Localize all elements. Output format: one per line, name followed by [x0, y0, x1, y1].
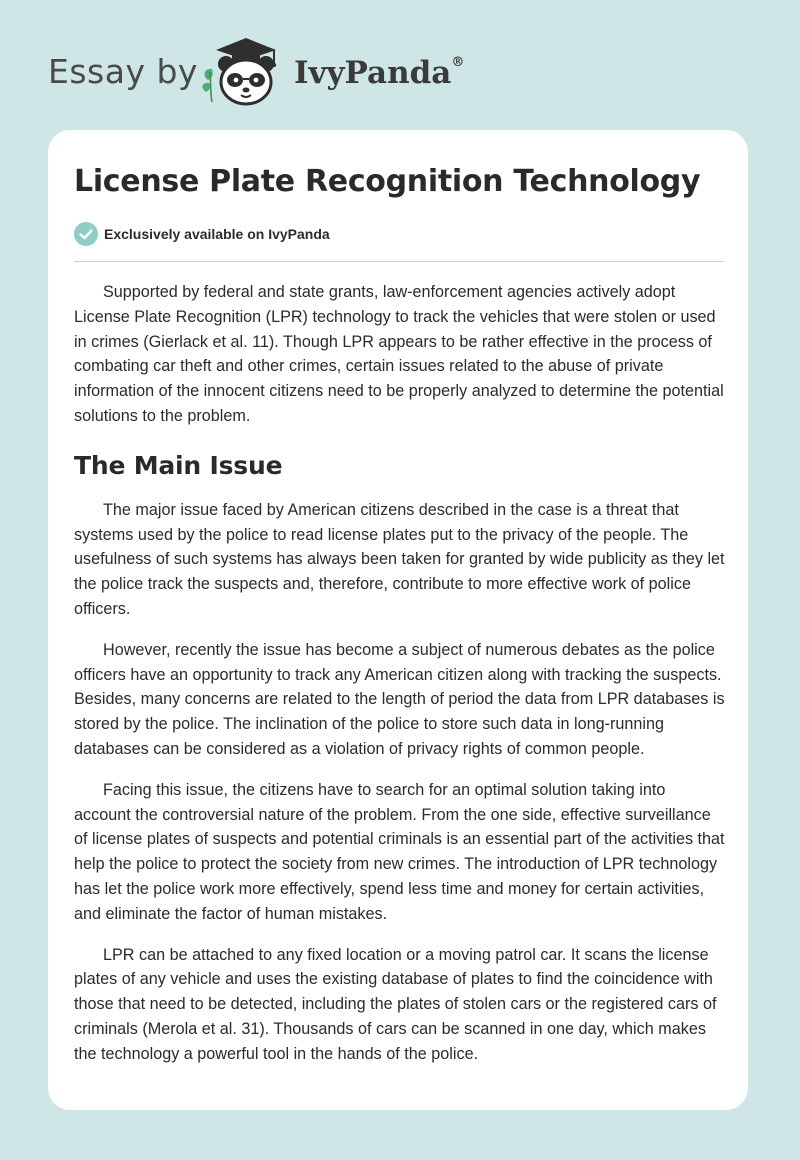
body-paragraph: The major issue faced by American citizens described in the case is a threat that systems used by the police to read license plates put to the privacy of the people. The usefulness of such systems has always been taken for granted by wide publicity as they let the police track the suspects and, therefore, contribute to more effective work of police officers.: [74, 500, 725, 618]
body-paragraph: LPR can be attached to any fixed location or a moving patrol car. It scans the license plates of any vehicle and uses the existing database of plates to find the coincidence with those that need to be detected, including the plates of stolen cars or the registered cars of criminals (Merola et al. 31). Thousands of cars can be scanned in one day, which makes the technology a powerful tool in the hands of the police.: [74, 945, 717, 1063]
registered-mark: ®: [451, 54, 465, 70]
body-paragraph: However, recently the issue has become a subject of numerous debates as the police officers have an opportunity to track any American citizen along with tracking the suspects. Besides, many concerns are related to the length of period the data from LPR databases is stored by the police. The inclination of the police to store such data in long-running databases can be considered as a violation of privacy rights of common people.: [74, 640, 725, 758]
brand-name-text: IvyPanda: [294, 55, 452, 91]
section-heading: The Main Issue: [74, 450, 283, 480]
essay-card: [48, 130, 748, 1110]
essay-by-label: Essay by: [48, 52, 198, 91]
page-title: License Plate Recognition Technology: [74, 164, 701, 199]
brand-name[interactable]: [294, 55, 464, 91]
essay-body: [74, 280, 726, 1083]
exclusive-badge: [74, 222, 330, 246]
check-circle-icon: [74, 222, 98, 246]
divider: [74, 261, 724, 262]
exclusive-badge-text: Exclusively available on IvyPanda: [104, 226, 330, 242]
intro-paragraph: Supported by federal and state grants, law-enforcement agencies actively adopt License Plate Recognition (LPR) technology to track the vehicles that were stolen or used in crimes (Gierlack et al. 11). Though LPR appears to be rather effective in the process of combating car theft and other crimes, certain issues related to the abuse of private information of the innocent citizens need to be properly analyzed to determine the potential solutions to the problem.: [74, 283, 724, 425]
site-header: [0, 0, 800, 130]
panda-logo-icon[interactable]: [200, 36, 292, 108]
body-paragraph: Facing this issue, the citizens have to search for an optimal solution taking into account the controversial nature of the problem. From the one side, effective surveillance of license plates of suspects and potential criminals is an essential part of the activities that help the police to protect the society from new crimes. The introduction of LPR technology has let the police work more effectively, spend less time and money for certain activities, and eliminate the factor of human mistakes.: [74, 780, 725, 923]
